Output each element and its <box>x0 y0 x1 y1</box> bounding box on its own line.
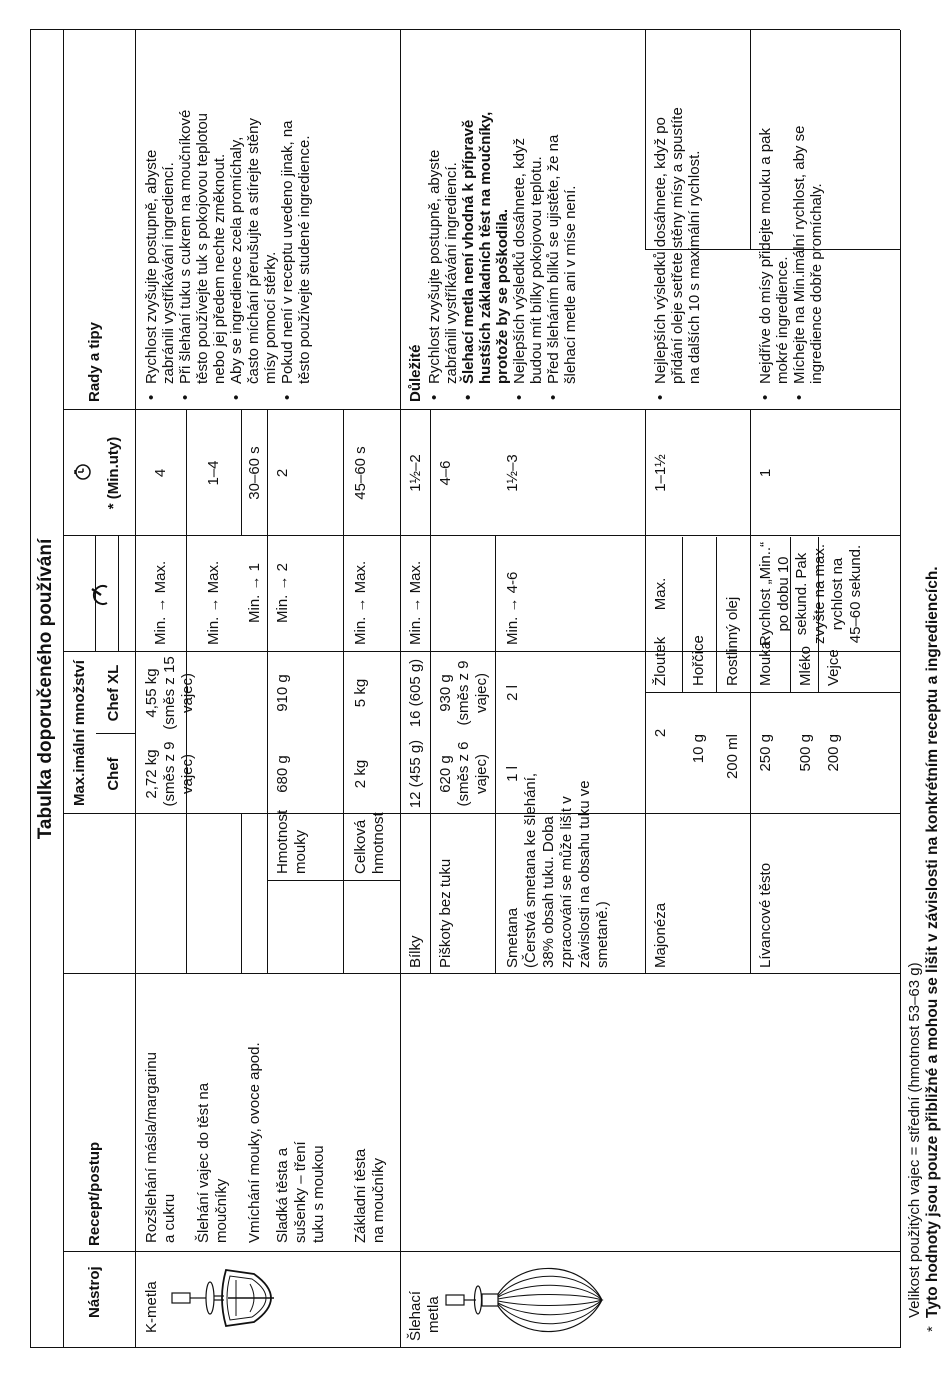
kmetla-chef-1-c: vajec) <box>179 754 196 795</box>
livance-recipe: Lívancové těsto <box>757 862 774 968</box>
kmetla-sub-5-line1: Celková <box>352 819 369 874</box>
kmetla-speed-3: Min. → 1 <box>246 562 263 623</box>
majoneza-item-3: Rostlinný olej <box>724 596 741 686</box>
slehaci-piskoty-chefxl-a: 930 g <box>437 674 454 712</box>
slehaci-bilky-chef: 12 (455 g) <box>407 739 424 809</box>
livance-amount-2: 500 g <box>797 734 814 772</box>
majoneza-tip-1: • Nejlepších výsledků dosáhnete, když po přidání oleje setřete stěny mísy a spustíte na dalších 10 s maximální rychlost. <box>652 36 703 402</box>
tool-slehaci-label-1: Šlehací <box>407 1290 424 1341</box>
majoneza-recipe: Majonéza <box>652 902 669 968</box>
table-title: Tabulka doporučeného používání <box>35 538 56 840</box>
timer-icon <box>73 463 91 481</box>
footnote-approximate-values: Tyto hodnoty jsou pouze přibližné a mohou se lišit v závislosti na konkrétním receptu a ingrediencích. <box>924 566 941 1318</box>
slehaci-piskoty-chef-a: 620 g <box>437 755 454 793</box>
slehaci-piskoty-chefxl-b: (směs z 9 <box>455 660 472 726</box>
livance-speed-3: sekund. Pak <box>793 552 810 636</box>
kmetla-chefxl-4: 910 g <box>274 674 291 712</box>
kmetla-time-3: 30–60 s <box>246 446 263 500</box>
livance-tip-1: • Nejdříve do mísy přidejte mouku a pak mokré ingredience. <box>757 36 791 402</box>
kmetla-speed-4: Min. → 2 <box>274 562 291 623</box>
slehaci-smetana-line3: 38% obsah tuku. Doba <box>540 816 557 968</box>
slehaci-tip-1: • Rychlost zvyšujte postupně, abyste zabránili vystříkávání ingrediencí. <box>426 36 460 402</box>
header-recipe: Recept/postup <box>86 1141 103 1246</box>
kmetla-tips-list <box>143 36 313 402</box>
header-chef: Chef <box>105 757 122 791</box>
kmetla-chef-4: 680 g <box>274 755 291 793</box>
slehaci-smetana-line6: smetaně.) <box>594 901 611 968</box>
whisk-icon <box>442 1252 608 1348</box>
livance-item-2: Mléko <box>797 645 814 686</box>
header-max-amount: Max.imální množství <box>71 660 88 806</box>
kmetla-tip-2: • Při šlehání tuku s cukrem na moučníkové těsto používejte tuk s pokojovou teplotou nebo jej předem nechte změknout. <box>177 36 228 402</box>
livance-item-3: Vejce <box>825 649 842 686</box>
slehaci-piskoty-time: 4–6 <box>437 460 454 486</box>
tool-kmetla-label: K-metla <box>143 1281 160 1333</box>
slehaci-piskoty-chef-c: vajec) <box>473 754 490 795</box>
kmetla-chefxl-1-c: vajec) <box>179 673 196 714</box>
kmetla-recipe-1-line1: Rozšlehání másla/margarinu <box>143 1052 160 1243</box>
kmetla-time-1: 4 <box>152 468 169 478</box>
slehaci-bilky-chefxl: 16 (605 g) <box>407 658 424 728</box>
header-tips: Rady a tipy <box>86 321 103 402</box>
slehaci-smetana-speed: Min. → 4-6 <box>504 571 521 645</box>
slehaci-smetana-line4: zpracování se může lišit v <box>558 796 575 968</box>
slehaci-tips-list <box>426 36 579 402</box>
livance-speed-4: zvyšte na max. <box>811 543 828 645</box>
livance-amount-3: 200 g <box>825 734 842 772</box>
kmetla-chefxl-5: 5 kg <box>352 678 369 708</box>
slehaci-smetana-line5: závislosti na obsahu tuku ve <box>576 780 593 968</box>
kmetla-sub-4-line1: Hmotnost <box>274 809 291 874</box>
slehaci-smetana-chefxl: 2 l <box>504 685 521 701</box>
header-tool: Nástroj <box>86 1266 103 1318</box>
kmetla-recipe-1-line2: a cukru <box>161 1193 178 1243</box>
livance-speed-6: 45–60 sekund. <box>847 544 864 644</box>
kmetla-sub-5-line2: hmotnost <box>370 812 387 874</box>
kmetla-chef-1-a: 2,72 kg <box>143 749 160 799</box>
slehaci-tip-3: • Nejlepších výsledků dosáhnete, když budou mít bílky pokojovou teplotu. <box>511 36 545 402</box>
header-chef-xl: Chef XL <box>105 664 122 722</box>
kmetla-tip-1: • Rychlost zvyšujte postupně, abyste zabránili vystříkávání ingrediencí. <box>143 36 177 402</box>
kmetla-recipe-3: Vmíchání mouky, ovoce apod. <box>246 1042 263 1243</box>
kmetla-time-4: 2 <box>274 468 291 478</box>
livance-speed-2: po dobu 10 <box>775 556 792 632</box>
kmetla-recipe-5-line1: Základní těsta <box>352 1148 369 1243</box>
flat-beater-icon <box>170 1258 290 1338</box>
kmetla-recipe-2-line2: moučníky <box>213 1178 230 1243</box>
slehaci-smetana-time: 1½–3 <box>504 454 521 492</box>
slehaci-piskoty-chef-b: (směs z 6 <box>455 741 472 807</box>
livance-tips-list <box>757 36 825 402</box>
livance-speed-1: Rychlost „Min..“ <box>757 541 774 647</box>
slehaci-important-title: Důležité <box>407 344 424 402</box>
kmetla-speed-2: Min. → Max. <box>205 560 222 645</box>
kmetla-chef-1-b: (směs z 9 <box>161 741 178 807</box>
header-time-label: * (Min.uty) <box>105 436 122 510</box>
footnote-egg-size: Velikost použitých vajec = střední (hmotnost 53–63 g) <box>906 962 923 1318</box>
kmetla-time-5: 45–60 s <box>352 446 369 500</box>
speed-dial-icon <box>87 582 113 608</box>
majoneza-time: 1–1½ <box>652 454 669 492</box>
majoneza-amount-3: 200 ml <box>724 734 741 780</box>
slehaci-piskoty-chefxl-c: vajec) <box>473 673 490 714</box>
kmetla-speed-5: Min. → Max. <box>352 560 369 645</box>
majoneza-item-1: Žloutek <box>652 636 669 686</box>
kmetla-recipe-4-line2: sušenky – tření <box>292 1141 309 1243</box>
majoneza-item-2: Hořčice <box>690 635 707 686</box>
kmetla-sub-4-line2: mouky <box>292 829 309 874</box>
kmetla-chef-5: 2 kg <box>352 759 369 789</box>
slehaci-piskoty-recipe: Piškoty bez tuku <box>437 858 454 968</box>
majoneza-amount-2: 10 g <box>690 734 707 764</box>
majoneza-amount-1: 2 <box>652 728 669 738</box>
slehaci-tip-4: • Před šleháním bílků se ujistěte, že na šlehací metle ani v míse není. <box>545 36 579 402</box>
majoneza-speed: Max. <box>652 577 669 611</box>
slehaci-smetana-line1: Smetana <box>504 907 521 968</box>
kmetla-speed-1: Min. → Max. <box>152 560 169 645</box>
slehaci-bilky-speed: Min. → Max. <box>407 560 424 645</box>
livance-speed-5: rychlost na <box>829 557 846 631</box>
kmetla-time-2: 1–4 <box>205 460 222 486</box>
livance-time: 1 <box>757 468 774 478</box>
slehaci-bilky-recipe: Bílky <box>407 935 424 968</box>
slehaci-tip-2: • Šlehací metla není vhodná k přípravě hustších základních těst na moučníky, protože by se poškodila. <box>460 36 511 402</box>
majoneza-tips-list <box>652 36 703 402</box>
slehaci-smetana-chef: 1 l <box>504 766 521 782</box>
kmetla-chefxl-1-a: 4,55 kg <box>143 668 160 718</box>
slehaci-smetana-line2: (Čerstvá smetana ke šlehání, <box>522 772 539 968</box>
slehaci-bilky-time: 1½–2 <box>407 454 424 492</box>
kmetla-recipe-4-line1: Sladká těsta a <box>274 1147 291 1243</box>
livance-item-1: Mouka <box>757 640 774 686</box>
livance-amount-1: 250 g <box>757 734 774 772</box>
kmetla-recipe-4-line3: tuku s moukou <box>310 1145 327 1243</box>
footnote-asterisk: * <box>924 1326 941 1332</box>
livance-tip-2: • Míchejte na Min.imální rychlost, aby se ingredience dobře promíchaly. <box>791 36 825 402</box>
kmetla-tip-3: • Aby se ingredience zcela promíchaly, často míchání přerušujte a stírejte stěny mísy pomocí stěrky. <box>228 36 279 402</box>
kmetla-tip-4: • Pokud není v receptu uvedeno jinak, na těsto používejte studené ingredience. <box>279 36 313 402</box>
kmetla-recipe-2-line1: Šlehání vajec do těst na <box>195 1082 212 1243</box>
kmetla-chefxl-1-b: (směs z 15 <box>161 656 178 730</box>
kmetla-recipe-5-line2: na moučníky <box>370 1157 387 1243</box>
tool-slehaci-label-2: metla <box>425 1296 442 1333</box>
